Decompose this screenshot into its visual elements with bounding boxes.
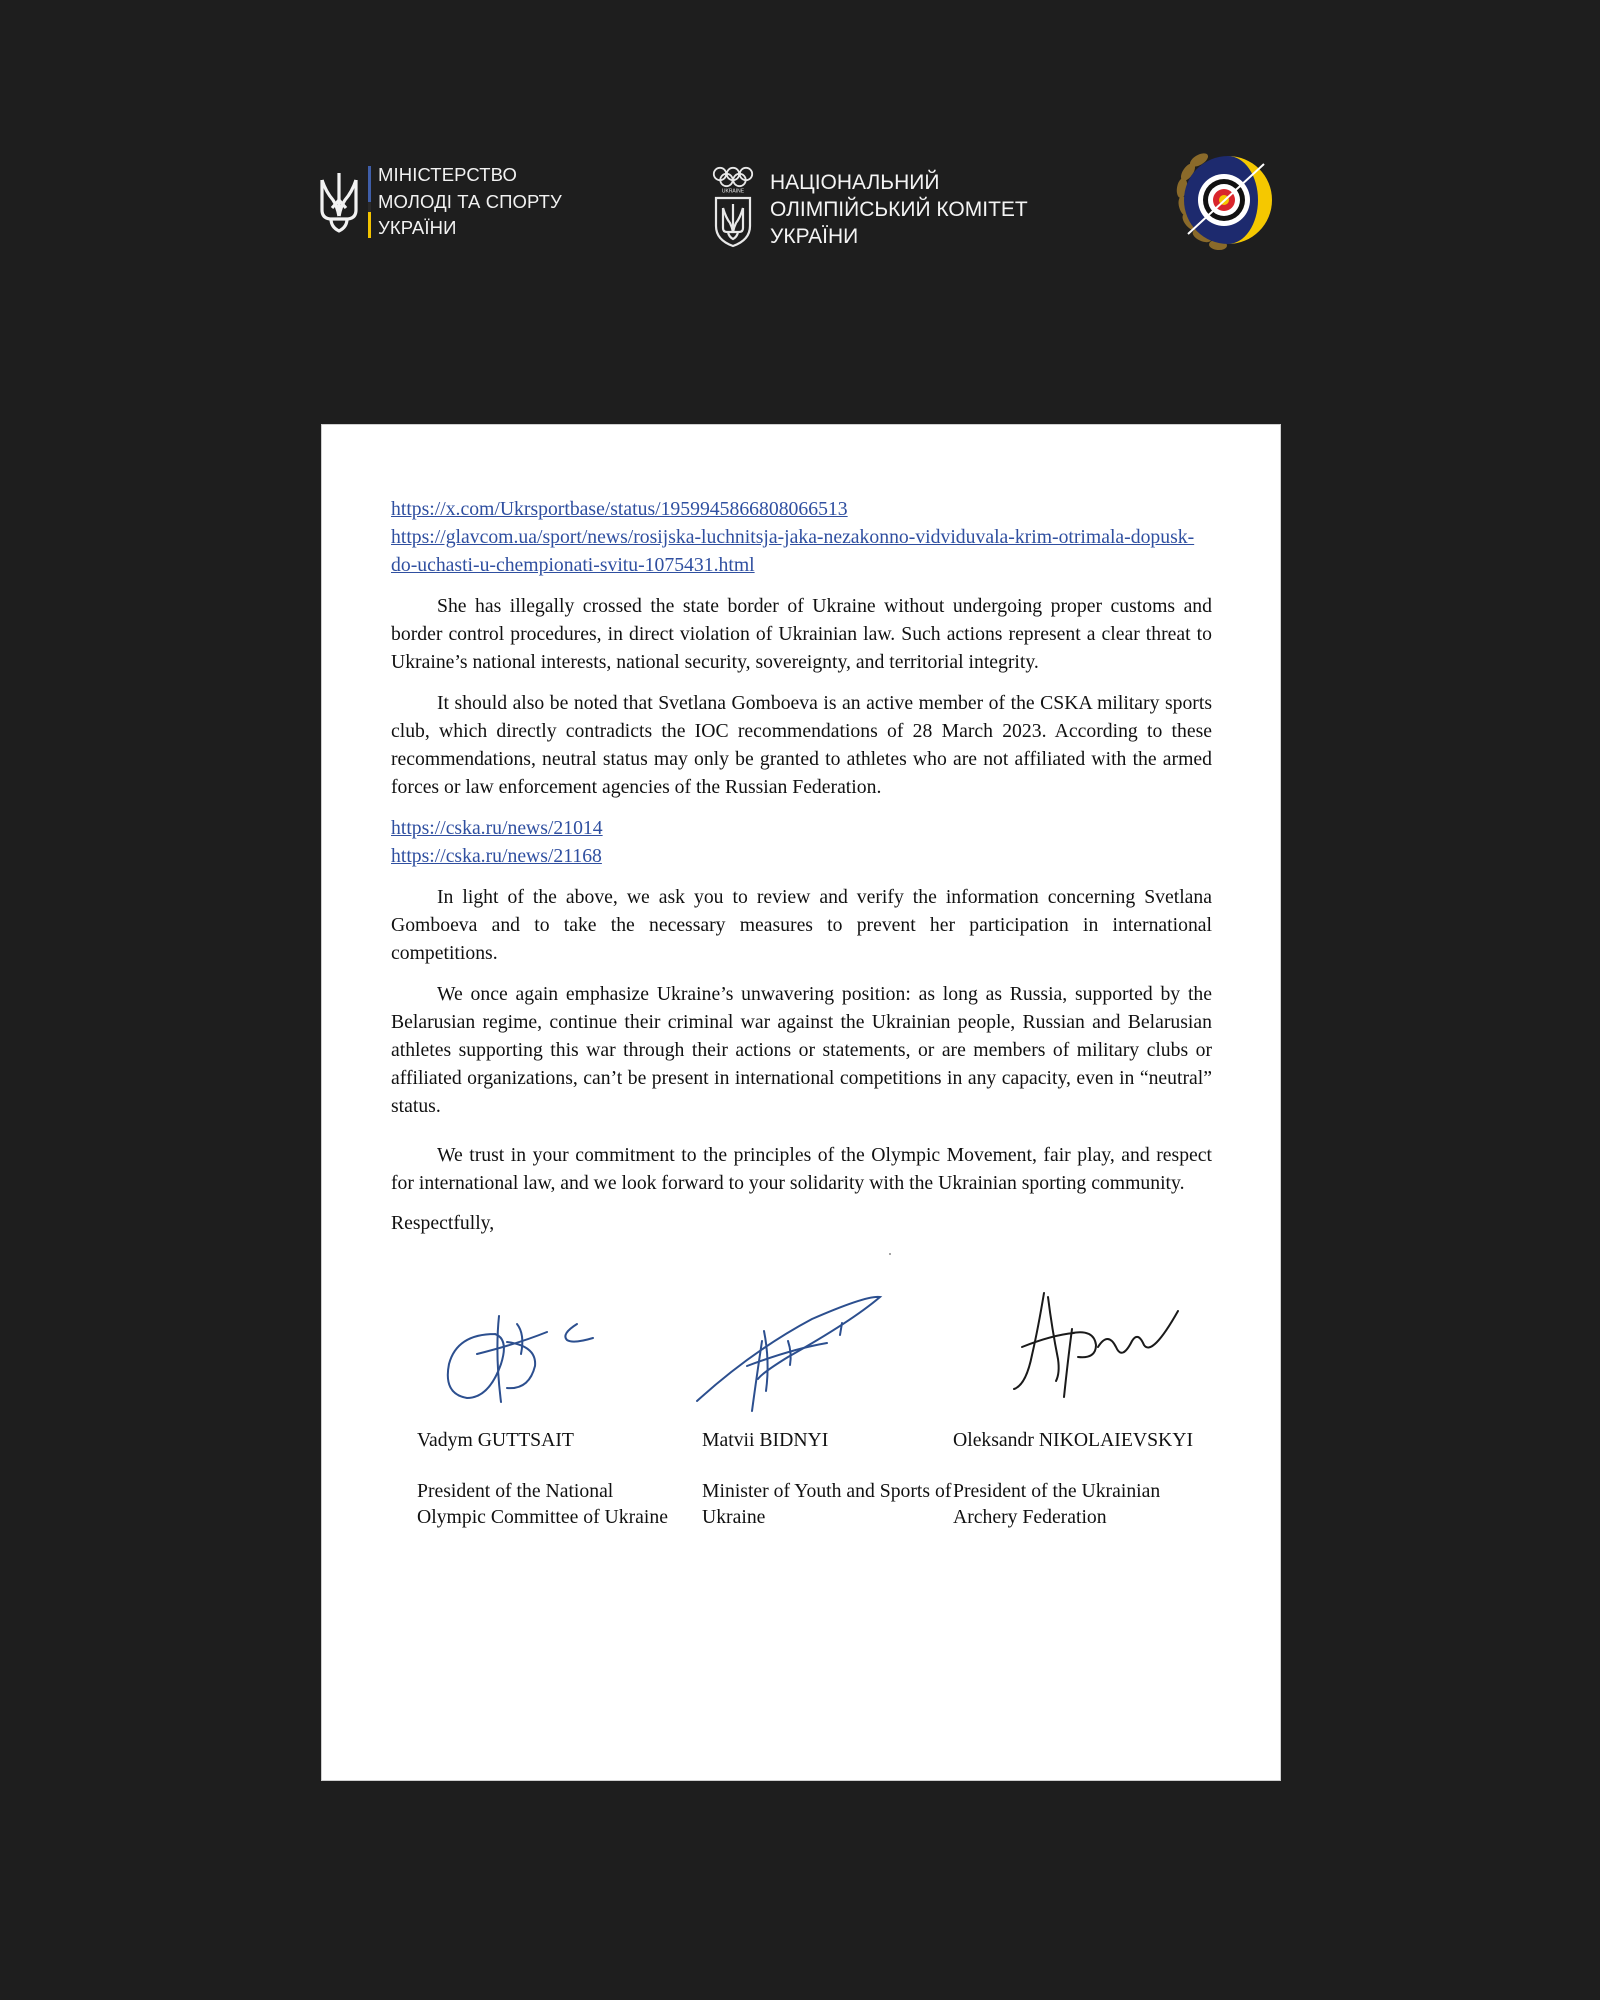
letter-body bbox=[391, 495, 1212, 1237]
ministry-line-1: МІНІСТЕРСТВО bbox=[378, 164, 517, 185]
archery-federation-logo bbox=[1168, 144, 1280, 256]
ministry-color-bars bbox=[368, 166, 373, 238]
stray-dot bbox=[889, 1253, 891, 1255]
signatory-title: President of the National Olympic Committee of Ukraine bbox=[417, 1480, 668, 1528]
letter-page bbox=[322, 425, 1280, 1780]
paragraph-request: In light of the above, we ask you to review and verify the information concerning Svetlana Gomboeva and to take the necessary measures to prevent her participation in international competitions. bbox=[391, 886, 1212, 964]
ministry-line-2: МОЛОДІ ТА СПОРТУ bbox=[378, 190, 562, 212]
signatories bbox=[322, 1295, 1280, 1595]
signatory-name: Vadym GUTTSAIT bbox=[417, 1429, 574, 1451]
link-glavcom[interactable]: https://glavcom.ua/sport/news/rosijska-luchnitsja-jaka-nezakonno-vidviduvala-krim-otrimala-dopusk-do-uchasti-u-chempionati-svitu-1075431.html bbox=[391, 526, 1195, 576]
link-ukrsportbase[interactable]: https://x.com/Ukrsportbase/status/1959945866808066513 bbox=[391, 498, 848, 520]
closing: Respectfully, bbox=[391, 1212, 495, 1234]
noc-line-3: УКРАЇНИ bbox=[770, 225, 859, 248]
noc-ring-label: UKRAINE bbox=[721, 188, 745, 194]
noc-line-1: НАЦІОНАЛЬНИЙ bbox=[770, 171, 940, 194]
noc-shield-trident-icon bbox=[713, 196, 753, 248]
signature-bidnyi bbox=[692, 1291, 892, 1416]
source-links bbox=[391, 495, 1212, 579]
signature-nikolaievskyi bbox=[1002, 1289, 1187, 1404]
cska-links bbox=[391, 814, 1212, 870]
signatory-name: Matvii BIDNYI bbox=[702, 1429, 829, 1451]
paragraph-border-violation: She has illegally crossed the state border of Ukraine without undergoing proper customs and border control procedures, in direct violation of Ukrainian law. Such actions represent a clear threat to Ukraine’s national interests, national security, sovereignty, and territorial integrity. bbox=[391, 595, 1212, 673]
link-cska-21014[interactable]: https://cska.ru/news/21014 bbox=[391, 817, 603, 839]
link-cska-21168[interactable]: https://cska.ru/news/21168 bbox=[391, 845, 602, 867]
noc-name bbox=[770, 169, 1028, 250]
signatory-title: President of the Ukrainian Archery Federation bbox=[953, 1480, 1161, 1528]
ukraine-trident-icon bbox=[318, 170, 360, 234]
paragraph-position: We once again emphasize Ukraine’s unwavering position: as long as Russia, supported by the Belarusian regime, continue their criminal war against the Ukrainian people, Russian and Belarusian athletes supporting this war through their actions or statements, or are members of military clubs or affiliated organizations, can’t be present in international competitions in any capacity, even in “neutral” status. bbox=[391, 983, 1212, 1117]
signatory-name: Oleksandr NIKOLAIEVSKYI bbox=[953, 1429, 1194, 1451]
ministry-line-3: УКРАЇНИ bbox=[378, 217, 457, 238]
olympic-rings-icon bbox=[712, 166, 754, 194]
signature-guttsait bbox=[437, 1294, 612, 1409]
paragraph-cska-membership: It should also be noted that Svetlana Gomboeva is an active member of the CSKA military sports club, which directly contradicts the IOC recommendations of 28 March 2023. According to these recommendations, neutral status may only be granted to athletes who are not affiliated with the armed forces or law enforcement agencies of the Russian Federation. bbox=[391, 692, 1212, 798]
ministry-name bbox=[378, 162, 562, 242]
noc-line-2: ОЛІМПІЙСЬКИЙ КОМІТЕТ bbox=[770, 198, 1028, 221]
signatory-title: Minister of Youth and Sports of Ukraine bbox=[702, 1480, 952, 1528]
paragraph-trust: We trust in your commitment to the principles of the Olympic Movement, fair play, and respect for international law, and we look forward to your solidarity with the Ukrainian sporting community. bbox=[391, 1144, 1212, 1194]
